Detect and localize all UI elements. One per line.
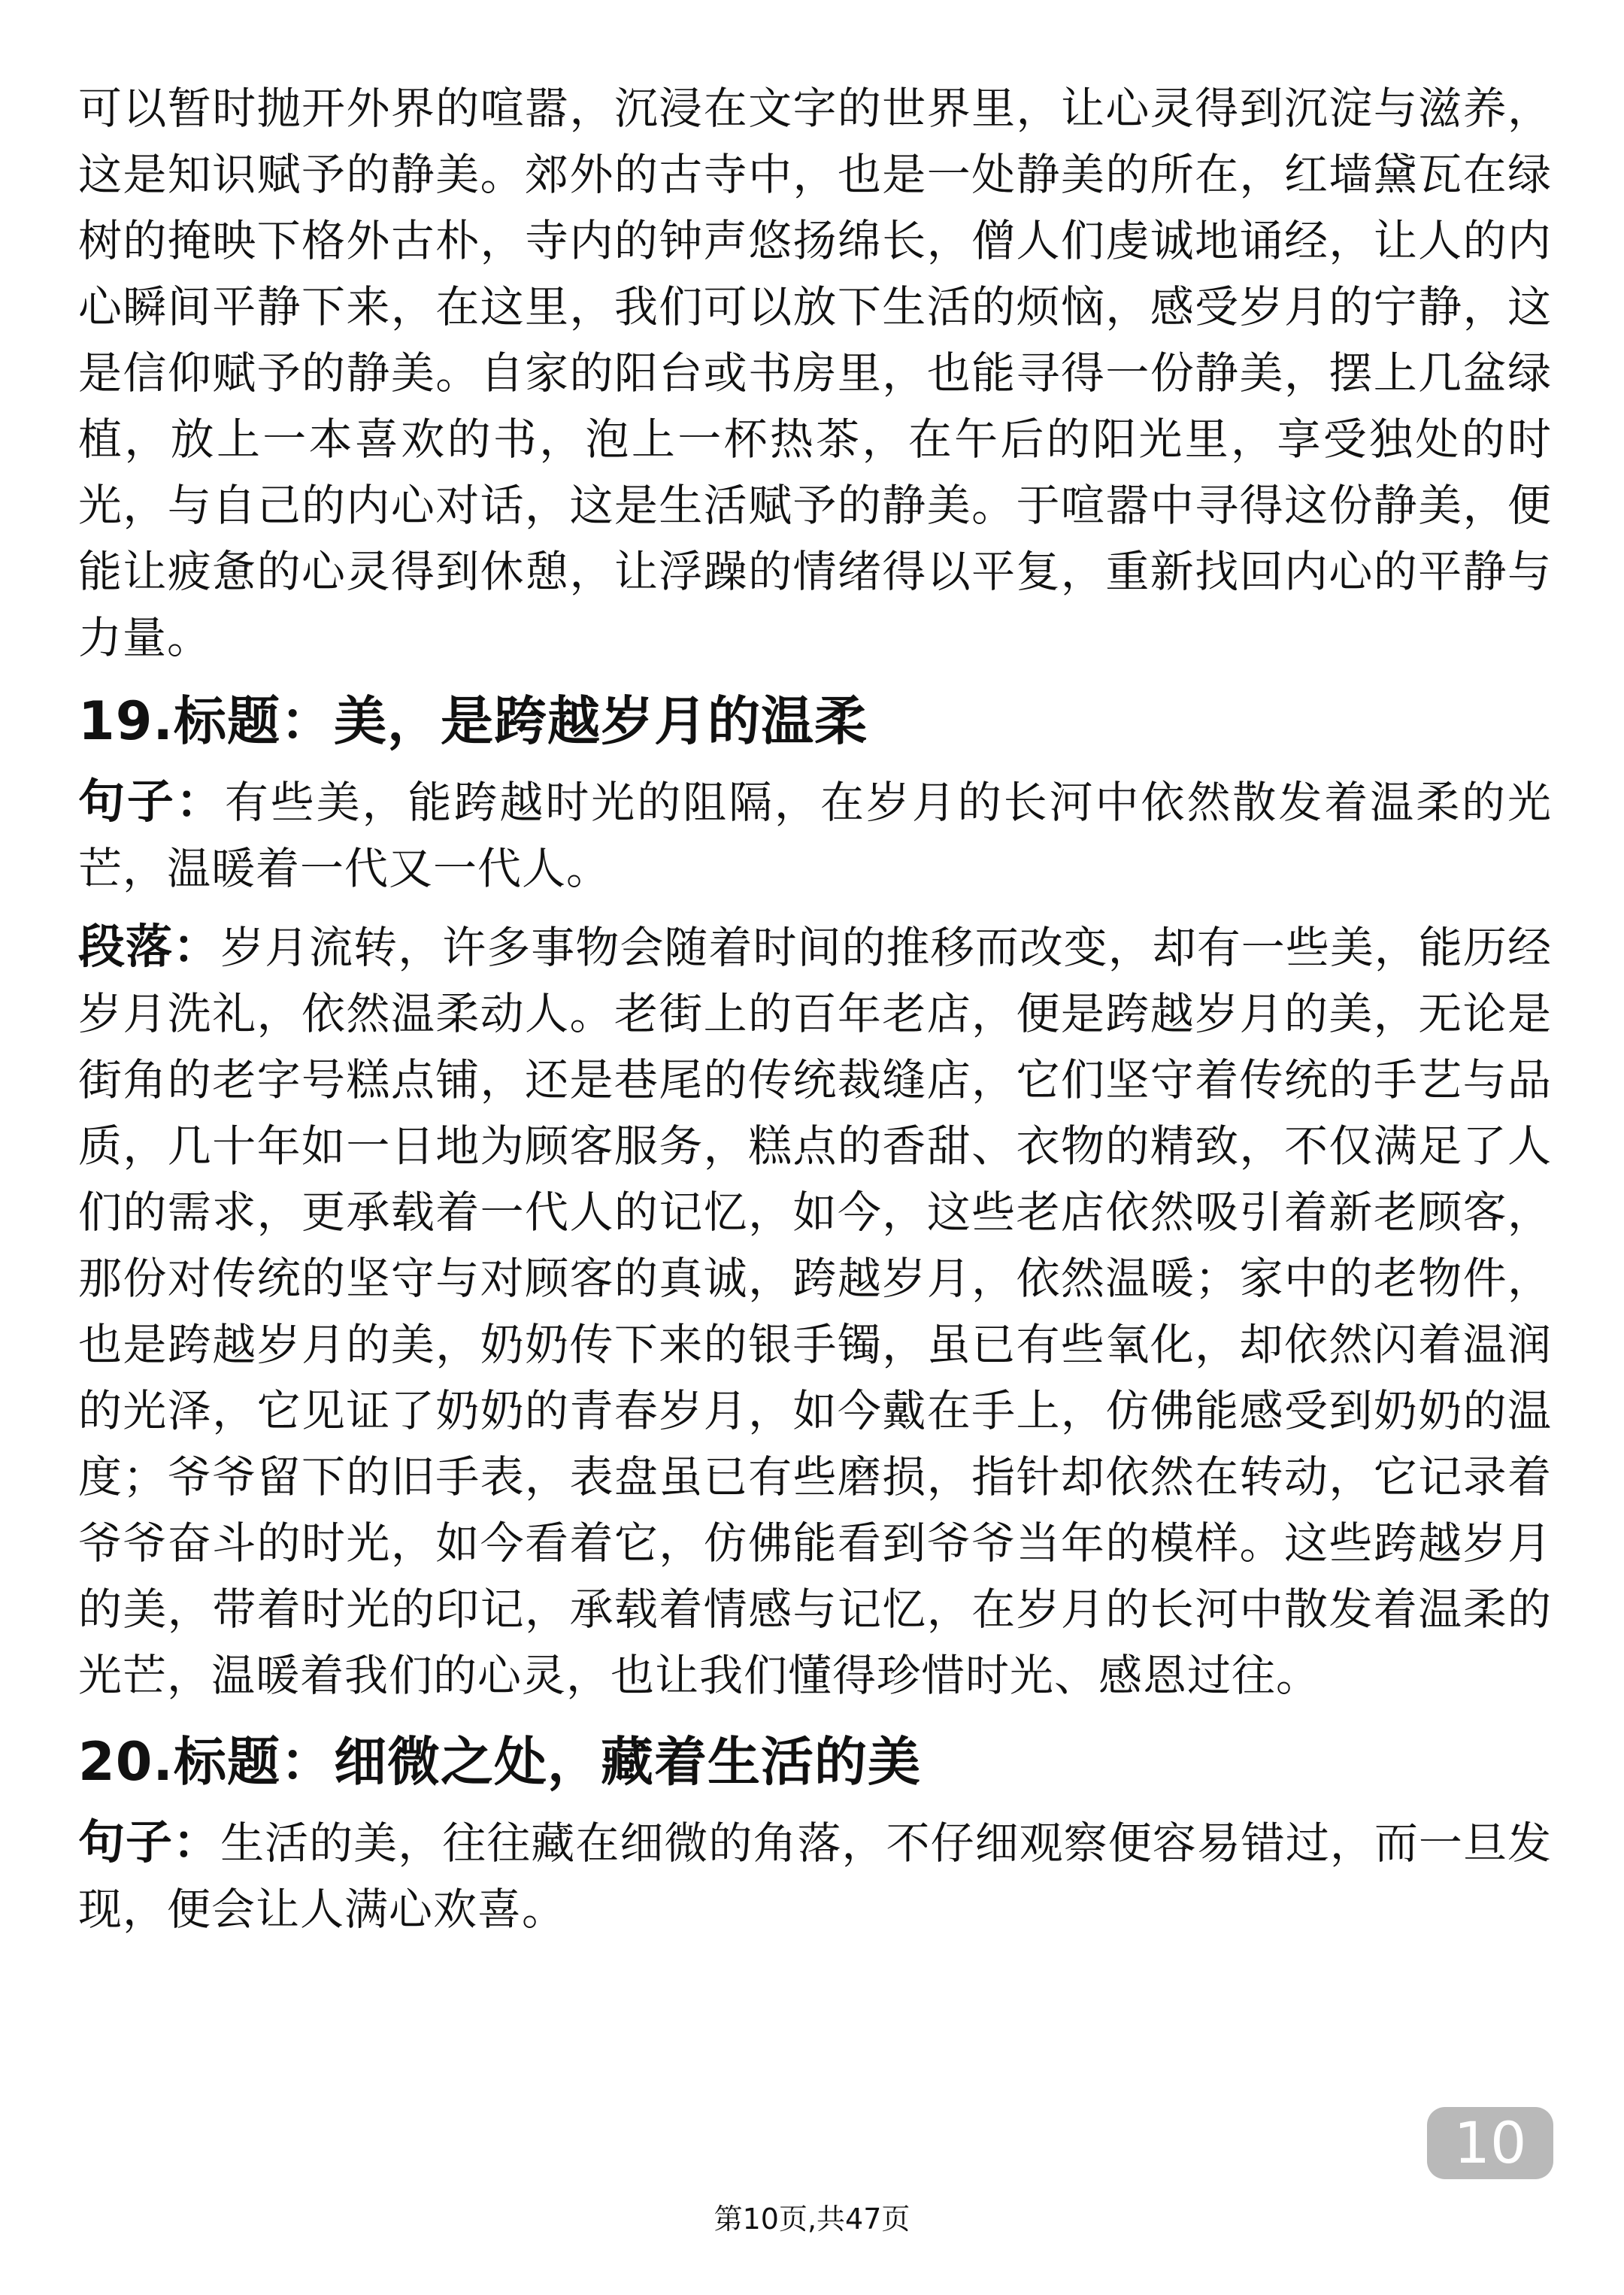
sentence-text: 有些美，能跨越时光的阻隔，在岁月的长河中依然散发着温柔的光芒，温暖着一代又一代人。: [78, 777, 1552, 894]
section-19-title: 19.标题：美，是跨越岁月的温柔: [78, 690, 868, 752]
sentence-label: 句子：: [78, 774, 225, 829]
page-footer: 第10页,共47页: [714, 2203, 910, 2236]
intro-paragraph: 可以暂时抛开外界的喧嚣，沉浸在文字的世界里，让心灵得到沉淀与滋养，这是知识赋予的静美。郊外的古寺中，也是一处静美的所在，红墙黛瓦在绿树的掩映下格外古朴，寺内的钟声悠扬绵长，僧人们虔诚地诵经，让人的内心瞬间平静下来，在这里，我们可以放下生活的烦恼，感受岁月的宁静，这是信仰赋予的静美。自家的阳台或书房里，也能寻得一份静美，摆上几盆绿植，放上一本喜欢的书，泡上一杯热茶，在午后的阳光里，享受独处的时光，与自己的内心对话，这是生活赋予的静美。于喧嚣中寻得这份静美，便能让疲惫的心灵得到休憩，让浮躁的情绪得以平复，重新找回内心的平静与力量。: [78, 83, 1552, 663]
sentence-label: 句子：: [78, 1814, 221, 1869]
paragraph-label: 段落：: [78, 919, 221, 974]
section-19-paragraph: [78, 914, 1552, 1708]
section-20-sentence: [78, 1809, 1552, 1942]
section-20-title: 20.标题：细微之处，藏着生活的美: [78, 1731, 922, 1793]
paragraph-text: 岁月流转，许多事物会随着时间的推移而改变，却有一些美，能历经岁月洗礼，依然温柔动人。老街上的百年老店，便是跨越岁月的美，无论是街角的老字号糕点铺，还是巷尾的传统裁缝店，它们坚守着传统的手艺与品质，几十年如一日地为顾客服务，糕点的香甜、衣物的精致，不仅满足了人们的需求，更承载着一代人的记忆，如今，这些老店依然吸引着新老顾客，那份对传统的坚守与对顾客的真诚，跨越岁月，依然温暖；家中的老物件，也是跨越岁月的美，奶奶传下来的银手镯，虽已有些氧化，却依然闪着温润的光泽，它见证了奶奶的青春岁月，如今戴在手上，仿佛能感受到奶奶的温度；爷爷留下的旧手表，表盘虽已有些磨损，指针却依然在转动，它记录着爷爷奋斗的时光，如今看着它，仿佛能看到爷爷当年的模样。这些跨越岁月的美，带着时光的印记，承载着情感与记忆，在岁月的长河中散发着温柔的光芒，温暖着我们的心灵，也让我们懂得珍惜时光、感恩过往。: [78, 922, 1552, 1701]
sentence-text: 生活的美，往往藏在细微的角落，不仔细观察便容易错过，而一旦发现，便会让人满心欢喜。: [78, 1818, 1552, 1935]
section-19-sentence: [78, 769, 1552, 902]
page-number-badge: 10: [1427, 2107, 1553, 2179]
document-body: [78, 75, 1552, 1954]
